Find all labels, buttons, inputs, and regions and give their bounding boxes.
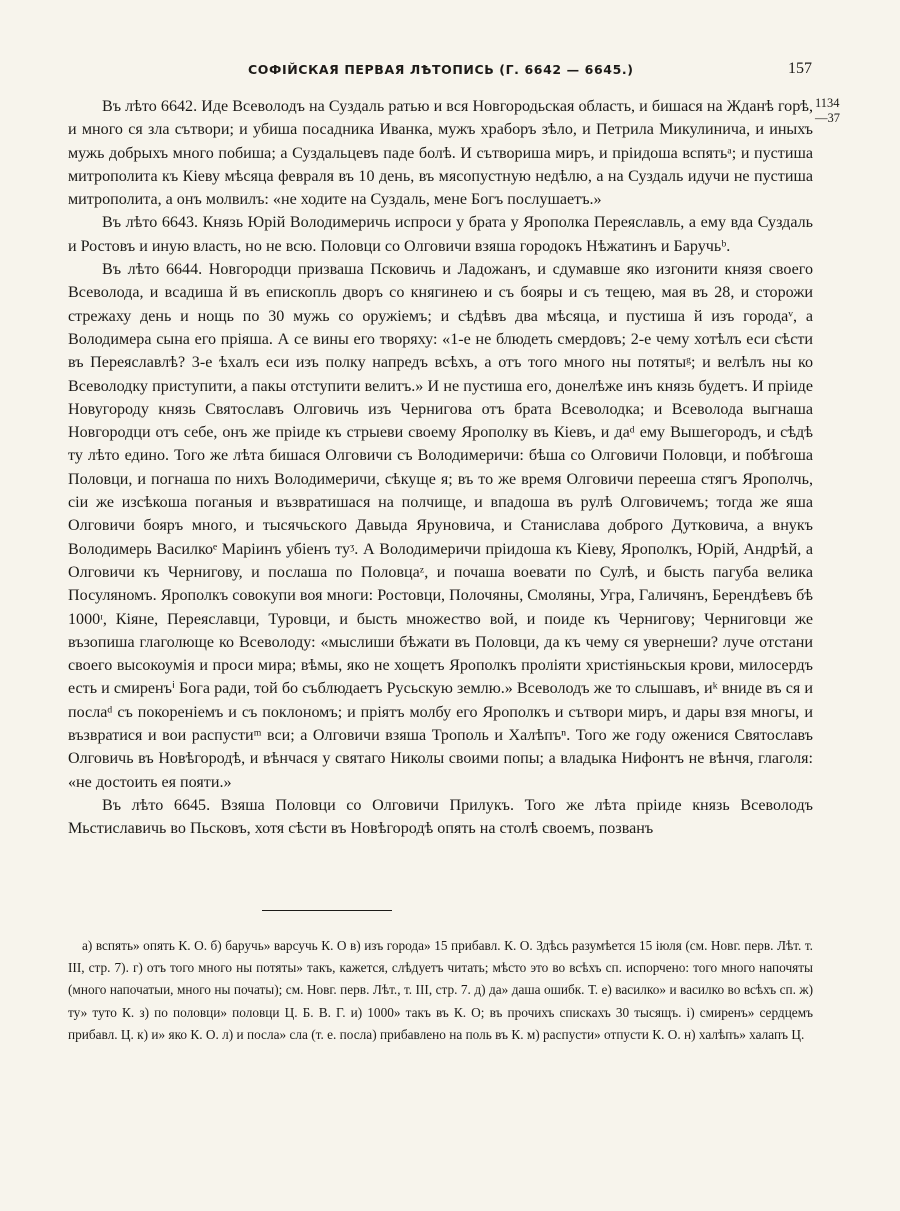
footnote-divider (262, 910, 392, 911)
entry-6643: Въ лѣто 6643. Князь Юрій Володимеричь испроси у брата у Ярополка Переяславль, а ему вда Суздаль и Ростовъ и иную власть, но не всю. Половци со Олговичи взяша городокъ Нѣжатинъ и Баручьᵇ. (68, 214, 813, 255)
entry-6644: Въ лѣто 6644. Новгородци призваша Псковичь и Ладожанъ, и сдумавше яко изгонити князя своего Всеволода, и всадиша й въ епископль дворъ со княгинею и съ бояры и съ тещею, мая въ 28, и сторожи стрежаху день и нощь по 30 мужь со оружіемъ; и сѣдѣвъ два мѣсяца, и пустиша й изъ городаᵛ, а Володимера сына его пріяша. А се вины его творяху: «1-е не блюдеть смердовъ; 2-е чему хотѣлъ еси сѣсти въ Переяславлѣ? 3-е ѣхалъ еси изъ полку напредъ всѣхъ, а отъ того много ны потятыᵍ; и велѣлъ ны ко Всеволодку приступити, а пакы отступити велитъ.» И не пустиша его, донелѣже инъ князь будетъ. И пріиде Новугороду князь Святославъ Олговичь изъ Чернигова отъ брата Всеволодка; и Всеволода выгнаша Новгородци отъ себе, онъ же пріиде къ стрыеви своему Ярополку въ Кіевъ, и даᵈ ему Вышегородъ, и сѣдѣ ту лѣто едино. Того же лѣта бишася Олговичи съ Володимеричи: бѣша со Олговичи Половци, и побѣгоша Половци, и погнаша по нихъ Володимеричи, сѣкуще я; въ то же время Олговичи перееша стягъ Ярополчь, сіи же изсѣкоша поганыя и възвратишася на полчище, и впадоша въ рулѣ Олговичемъ; тогда же яша Олговичи бояръ много, и тысячьского Давыда Яруновича, и Станислава доброго Дутковича, а внукъ Володимерь Василкоᵉ Маріинъ убіенъ туᶾ. А Володимеричи пріидоша къ Кіеву, Ярополкъ, Юрій, Андрѣй, а Олговичи къ Чернигову, и послаша по Половцаᶻ, и почаша воевати по Сулѣ, и бысть пагуба велика Посуляномъ. Ярополкъ совокупи воя многи: Ростовци, Полочяны, Смоляны, Угра, Галичянъ, Берендѣевъ бѣ 1000ᶦ, Кіяне, Переяславци, Туровци, и бысть множество вой, и поиде къ Чернигову; Черниговци же възопиша глаголюще ко Всеволоду: «мыслиши бѣжати въ Половци, да къ чему ся увернеши? луче отстани своего высокоумія и проси мира; вѣмы, яко не хощетъ Ярополкъ проліяти христіяньскыя крови, милосердъ есть и смиренъⁱ Бога ради, той бо съблюдаетъ Русьскую землю.» Всеволодъ же то слышавъ, иᵏ вниде въ ся и послаᵈ съ покореніемъ и съ поклономъ; и пріятъ молбу его Ярополкъ и сътвори миръ, и дары взя многы, и възвратися и вои распустиᵐ вси; а Олговичи взяша Трополь и Халѣпъⁿ. Того же году оженися Святославъ Олговичь въ Новѣгородѣ, и вѣнчася у святаго Николы своими попы; а владыка Нифонтъ не вѣнчя, глаголя: «не достоить ея пояти.» (68, 261, 813, 791)
footnote-text: а) вспять» опять К. О. б) баручь» варсучь К. О в) изъ города» 15 прибавл. К. О. Здѣсь разумѣется 15 іюля (см. Новг. перв. Лѣт. т. III, стр. 7). г) отъ того много ны потяты» такъ, кажется, слѣдуетъ читать; мѣсто это во всѣхъ сп. испорчено: того много напочяты (много напочатыи, много ны початы); см. Новг. перв. Лѣт., т. III, стр. 7. д) да» даша ошибк. Т. е) василко» и василко во всѣхъ сп. ж) ту» туто К. з) по половци» половци Ц. Б. В. Г. и) 1000» такъ въ К. О; въ прочихъ спискахъ 30 тысящъ. і) смиренъ» сердцемъ прибавл. Ц. к) и» яко К. О. л) и посла» сла (т. е. посла) прибавлено на поль въ К. м) распусти» отпусти К. О. н) халѣпъ» халапъ Ц. (68, 938, 813, 1042)
margin-year-range: 1134 (815, 96, 840, 110)
chronicle-text (68, 95, 813, 841)
footnotes (68, 935, 813, 1046)
margin-year-range-end: —37 (815, 111, 840, 125)
running-title: СОФІЙСКАЯ ПЕРВАЯ ЛѢТОПИСЬ (Г. 6642 — 6645.) (248, 62, 634, 77)
entry-6642: Въ лѣто 6642. Иде Всеволодъ на Суздаль ратью и вся Новгородьская область, и бишася на Жданѣ горѣ, и много ся зла сътвори; и убиша посадника Иванка, мужъ храборъ зѣло, и Петрила Микулинича, и иныхъ мужь добрыхъ много побиша; а Суздальцевъ паде болѣ. И сътвориша миръ, и пріидоша вспятьᵃ; и пустиша митрополита къ Кіеву мѣсяца февраля въ 10 день, въ мясопустную недѣлю, а на Суздаль идучи не пустиша митрополита, а онъ молвилъ: «не ходите на Суздаль, мене Богъ послушаетъ.» (68, 98, 813, 209)
page-number: 157 (788, 60, 812, 77)
page-header (0, 62, 900, 86)
entry-6645: Въ лѣто 6645. Взяша Половци со Олговичи Прилукъ. Того же лѣта пріиде князь Всеволодъ Мьстиславичь во Пьсковъ, хотя сѣсти въ Новѣгородѣ опять на столѣ своемъ, позванъ (68, 796, 813, 838)
